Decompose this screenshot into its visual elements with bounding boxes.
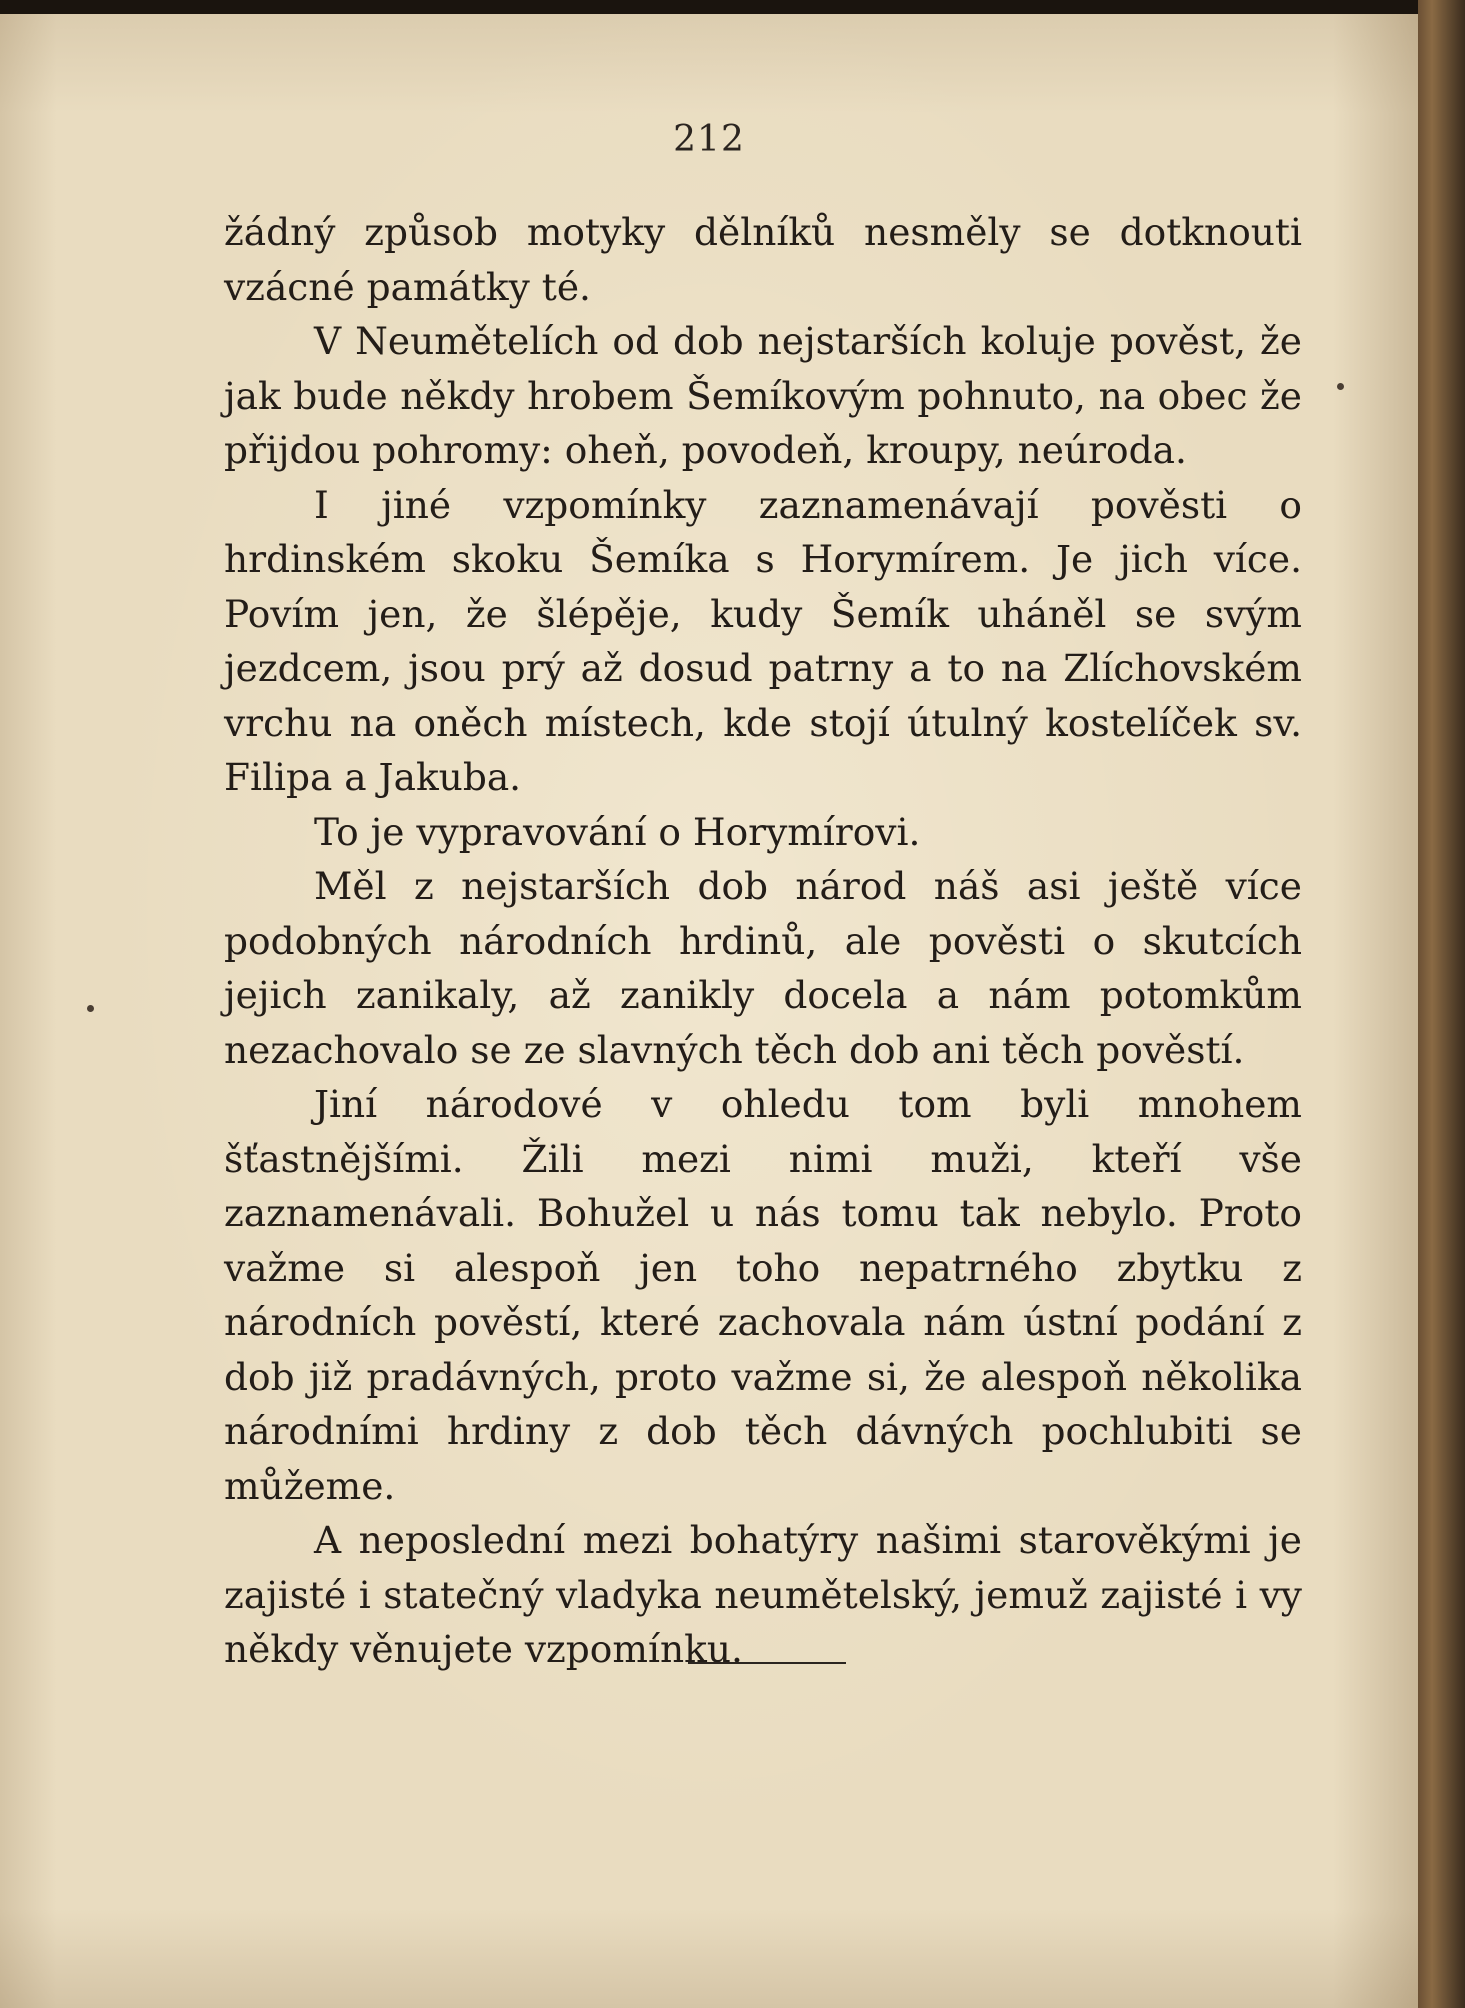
end-rule: [688, 1662, 846, 1664]
paragraph-3: I jiné vzpomínky zaznamenávají pověsti o hrdinském skoku Šemíka s Horymírem. Je jich více. Povím jen, že šlépěje, kudy Šemík uháněl se svým jezdcem, jsou prý až dosud patrny a to na Zlíchovském vrchu na oněch místech, kde stojí útulný kostelíček sv. Filipa a Jakuba.: [224, 482, 1302, 799]
paragraph-5: Měl z nejstarších dob národ náš asi ještě více podobných národních hrdinů, ale pověsti o skutcích jejich zanikaly, až zanikly docela a nám potomkům nezachovalo se ze slavných těch dob ani těch pověstí.: [224, 864, 1302, 1072]
paragraph-4: To je vypravování o Horymírovi.: [314, 809, 921, 854]
book-top-edge: [0, 0, 1465, 14]
paragraph-7: A neposlední mezi bohatýry našimi starověkými je zajisté i statečný vladyka neumětelský, jemuž zajisté i vy někdy věnujete vzpomínku.: [224, 1518, 1302, 1671]
ink-speck: [1337, 383, 1344, 390]
ink-speck: [87, 1005, 94, 1012]
body-text: [224, 205, 1302, 1677]
paragraph-1: žádný způsob motyky dělníků nesměly se dotknouti vzácné památky té.: [224, 210, 1302, 309]
page-number: 212: [673, 119, 745, 160]
book-spine-edge: [1418, 0, 1465, 2008]
paragraph-2: V Neumětelích od dob nejstarších koluje pověst, že jak bude někdy hrobem Šemíkovým pohnuto, na obec že přijdou pohromy: oheň, povodeň, kroupy, neúroda.: [224, 319, 1302, 472]
paragraph-6: Jiní národové v ohledu tom byli mnohem šťastnějšími. Žili mezi nimi muži, kteří vše zaznamenávali. Bohužel u nás tomu tak nebylo. Proto važme si alespoň jen toho nepatrného zbytku z národních pověstí, které zachovala nám ústní podání z dob již pradávných, proto važme si, že alespoň několika národními hrdiny z dob těch dávných pochlubiti se můžeme.: [224, 1082, 1302, 1508]
